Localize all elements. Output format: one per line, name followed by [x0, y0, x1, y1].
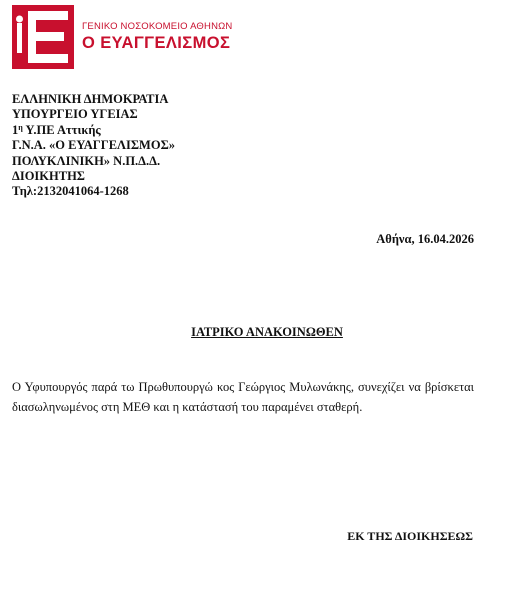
letterhead-line-republic: ΕΛΛΗΝΙΚΗ ΔΗΜΟΚΡΑΤΙΑ [12, 92, 169, 106]
letterhead-line-administrator: ΔΙΟΙΚΗΤΗΣ [12, 169, 85, 184]
letterhead-line-phone: Τηλ:2132041064-1268 [12, 184, 129, 199]
document-title: ΙΑΤΡΙΚΟ ΑΝΑΚΟΙΝΩΘΕΝ [191, 325, 343, 339]
hospital-logo [12, 5, 233, 69]
letterhead-line-polyclinic: ΠΟΛΥΚΛΙΝΙΚΗ» Ν.Π.Δ.Δ. [12, 153, 161, 168]
logo-name: Ο ΕΥΑΓΓΕΛΙΣΜΟΣ [82, 34, 231, 52]
region-name: Υ.ΠΕ Αττικής [22, 122, 101, 137]
letterhead-line-ministry: ΥΠΟΥΡΓΕΙΟ ΥΓΕΙΑΣ [12, 107, 138, 122]
cross-emblem-icon [12, 5, 74, 69]
signature-line: ΕΚ ΤΗΣ ΔΙΟΙΚΗΣΕΩΣ [347, 529, 473, 543]
logo-subtitle: ΓΕΝΙΚΟ ΝΟΣΟΚΟΜΕΙΟ ΑΘΗΝΩΝ [82, 21, 233, 32]
letterhead-line-region [12, 123, 175, 138]
announcement-body: Ο Υφυπουργός παρά τω Πρωθυπουργώ κος Γεώργιος Μυλωνάκης, συνεχίζει να βρίσκεται διασωληνωμένος στη ΜΕΘ και η κατάστασή του παραμένει σταθερή. [12, 380, 474, 414]
region-number: 1 [12, 122, 19, 137]
letterhead [12, 92, 175, 200]
document-date: Αθήνα, 16.04.2026 [376, 232, 474, 246]
letterhead-line-hospital: Γ.Ν.Α. «Ο ΕΥΑΓΓΕΛΙΣΜΟΣ» [12, 138, 175, 153]
region-ordinal: η [18, 122, 23, 132]
